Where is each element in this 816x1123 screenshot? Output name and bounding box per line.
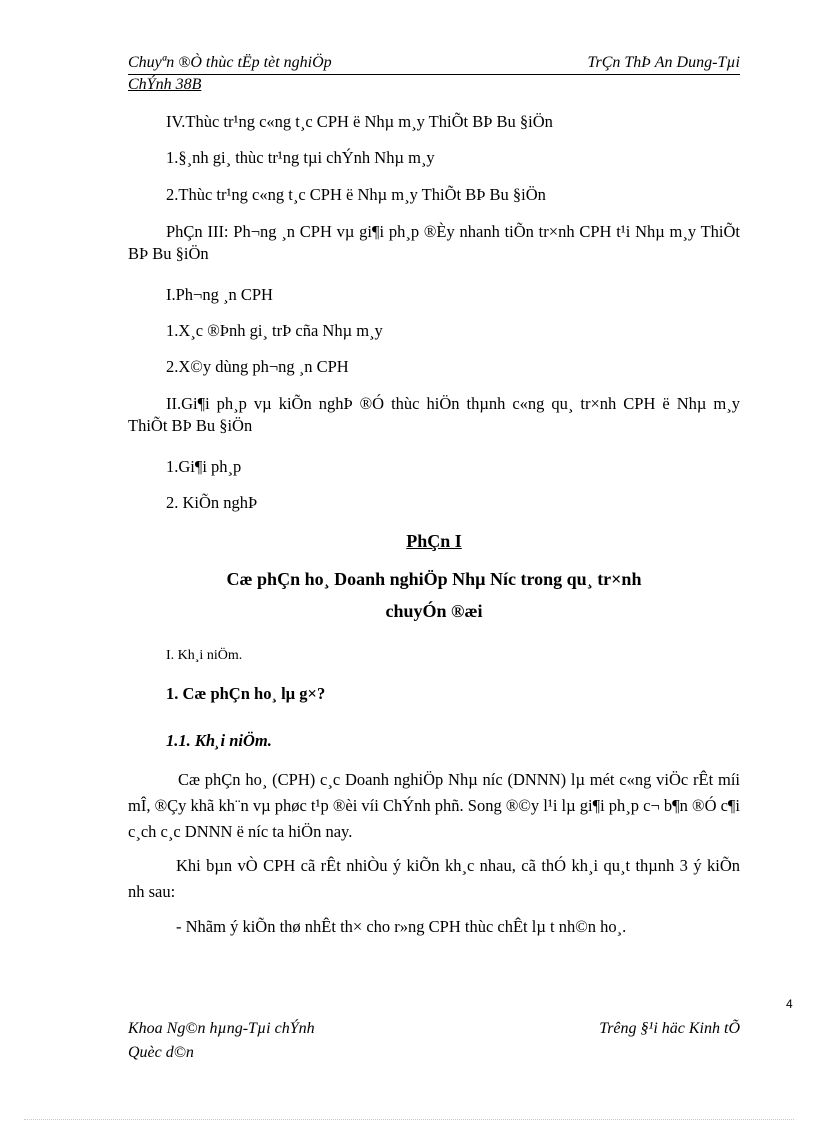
page-bottom-divider — [24, 1119, 794, 1120]
toc-item: IV.Thùc tr¹ng c«ng t¸c CPH ë Nhµ m¸y ThiÕt BÞ Bu §iÖn — [166, 112, 553, 131]
header-left-text: Chuyªn ®Ò thùc tËp tèt nghiÖp — [128, 54, 332, 71]
page-footer — [128, 1020, 740, 1068]
subsection-heading: 1. Cæ phÇn ho¸ lµ g×? — [166, 684, 326, 703]
toc-item: 2.X©y dùng ph¬ng ¸n CPH — [166, 357, 349, 376]
body-paragraph: - Nhãm ý kiÕn thø nhÊt th× cho r»ng CPH thùc chÊt lµ t nh©n ho¸. — [176, 917, 627, 936]
toc-item: PhÇn III: Ph¬ng ¸n CPH vµ gi¶i ph¸p ®Èy nhanh tiÕn tr×nh CPH t¹i Nhµ m¸y ThiÕt BÞ Bu §iÖn — [128, 222, 740, 263]
subsubsection-heading: 1.1. Kh¸i niÖm. — [166, 731, 272, 750]
toc-item: 1.X¸c ®Þnh gi¸ trÞ cña Nhµ m¸y — [166, 321, 383, 340]
header-right-text: TrÇn ThÞ An Dung-Tµi — [587, 54, 740, 71]
toc-item: II.Gi¶i ph¸p vµ kiÕn nghÞ ®Ó thùc hiÖn thµnh c«ng qu¸ tr×nh CPH ë Nhµ m¸y ThiÕt BÞ Bu §iÖn — [128, 394, 740, 435]
part-title-line1: Cæ phÇn ho¸ Doanh nghiÖp Nhµ Níc trong qu¸ tr×nh — [226, 569, 642, 589]
toc-item: 2. KiÕn nghÞ — [166, 493, 258, 512]
part-title-line2: chuyÓn ®æi — [385, 601, 483, 621]
header-line2-text: ChÝnh 38B — [128, 76, 202, 93]
footer-left-text: Khoa Ng©n hµng-Tµi chÝnh — [128, 1020, 315, 1037]
page-number: 4 — [786, 997, 793, 1011]
section-heading: I. Kh¸i niÖm. — [166, 648, 243, 663]
footer-right-text: Trêng §¹i häc Kinh tÕ — [599, 1020, 740, 1037]
body-paragraph: Cæ phÇn ho¸ (CPH) c¸c Doanh nghiÖp Nhµ níc (DNNN) lµ mét c«ng viÖc rÊt míi mÎ, ®Çy khã kh¨n vµ phøc t¹p ®èi víi ChÝnh phñ. Song ®©y l¹i lµ gi¶i ph¸p c¬ b¶n ®Ó c¶i c¸ch c¸c DNNN ë níc ta hiÖn nay. — [128, 770, 740, 841]
part-heading: PhÇn I — [406, 531, 462, 551]
toc-item: 1.Gi¶i ph¸p — [166, 457, 242, 476]
toc-item: I.Ph¬ng ¸n CPH — [166, 285, 273, 304]
body-paragraph: Khi bµn vÒ CPH cã rÊt nhiÒu ý kiÕn kh¸c nhau, cã thÓ kh¸i qu¸t thµnh 3 ý kiÕn nh sau: — [128, 856, 740, 901]
header-rule — [128, 74, 740, 75]
page-header — [128, 54, 740, 98]
toc-item: 2.Thùc tr¹ng c«ng t¸c CPH ë Nhµ m¸y ThiÕt BÞ Bu §iÖn — [166, 185, 546, 204]
footer-left-text-line2: Quèc d©n — [128, 1044, 194, 1061]
toc-item: 1.§¸nh gi¸ thùc tr¹ng tµi chÝnh Nhµ m¸y — [166, 148, 435, 167]
